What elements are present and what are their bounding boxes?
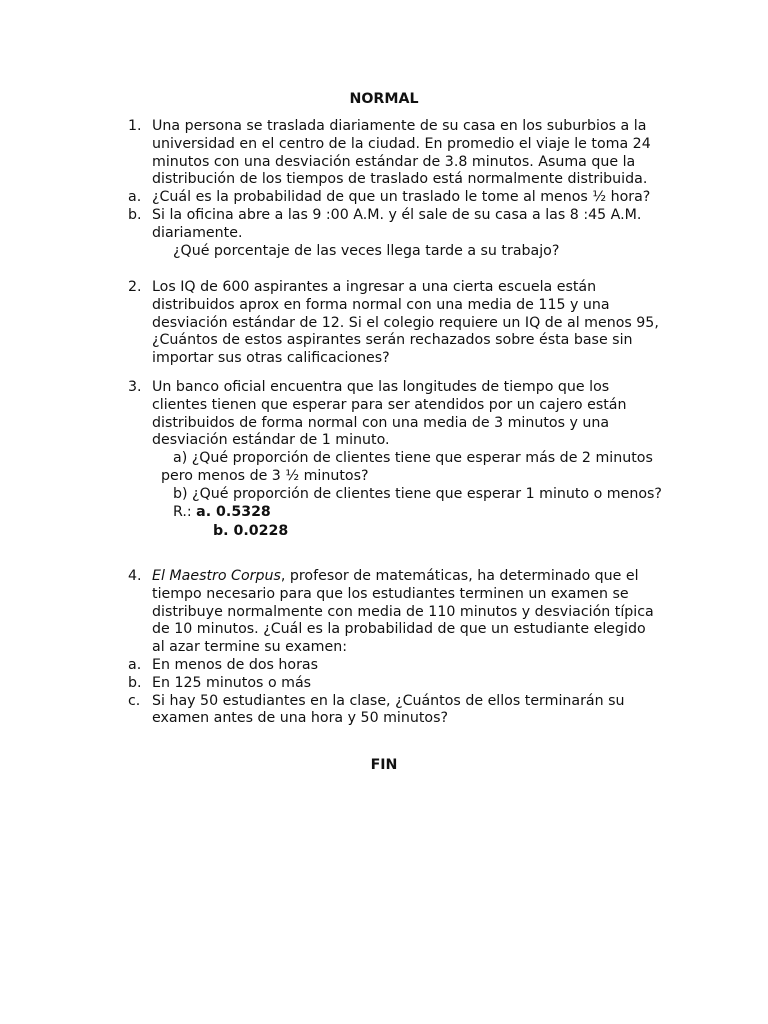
problem-1-part-a bbox=[0, 189, 768, 207]
problem-4-number: 4. bbox=[128, 568, 142, 584]
problem-4 bbox=[0, 568, 768, 728]
problem-4-part-a bbox=[0, 657, 768, 675]
problem-3-statement bbox=[0, 379, 768, 450]
problem-4-statement bbox=[0, 568, 768, 657]
problem-3-answer-b: b. 0.0228 bbox=[213, 523, 289, 540]
problem-3-part-a-line-2: pero menos de 3 ½ minutos? bbox=[161, 467, 369, 484]
problem-1-part-b-text: Si la oficina abre a las 9 :00 A.M. y él sale de su casa a las 8 :45 A.M. diariamente. bbox=[152, 206, 642, 241]
problem-3-answer-a bbox=[173, 504, 768, 522]
end-label: FIN bbox=[370, 757, 398, 773]
page-title: NORMAL bbox=[349, 91, 419, 107]
answer-a-value: a. 0.5328 bbox=[196, 503, 271, 520]
problem-1-part-b bbox=[0, 207, 768, 243]
problem-4-part-b-marker: b. bbox=[128, 674, 142, 691]
problem-4-part-c-text: Si hay 50 estudiantes en la clase, ¿Cuántos de ellos terminarán su examen antes de una hora y 50 minutos? bbox=[152, 692, 625, 727]
problem-3-part-a-line-1: a) ¿Qué proporción de clientes tiene que esperar más de 2 minutos bbox=[173, 450, 653, 467]
problem-4-part-c bbox=[0, 693, 768, 729]
problem-1-text: Una persona se traslada diariamente de su casa en los suburbios a la universidad en el centro de la ciudad. En promedio el viaje le toma 24 minutos con una desviación estándar de 3.8 minutos. Asuma que la distribución de los tiempos de traslado está normalmente distribuida. bbox=[152, 118, 651, 188]
problem-4-name: El Maestro Corpus bbox=[152, 568, 281, 584]
problem-4-part-b-text: En 125 minutos o más bbox=[152, 674, 312, 691]
problem-1-part-b-question: ¿Qué porcentaje de las veces llega tarde a su trabajo? bbox=[173, 242, 560, 259]
problem-4-body: , profesor de matemáticas, ha determinado que el tiempo necesario para que los estudiantes terminen un examen se distribuye normalmente con media de 110 minutos y desviación típica de 10 minutos. ¿Cuál es la probabilidad de que un estudiante elegido al azar termine su examen: bbox=[152, 568, 654, 656]
problem-4-part-b bbox=[0, 675, 768, 693]
problem-3 bbox=[0, 379, 768, 541]
problem-3-number: 3. bbox=[128, 379, 142, 395]
problem-4-part-a-marker: a. bbox=[128, 656, 142, 673]
problem-2-statement bbox=[0, 279, 768, 368]
problem-2-number: 2. bbox=[128, 279, 142, 295]
problem-1-part-a-marker: a. bbox=[128, 189, 142, 206]
problem-1-part-b-marker: b. bbox=[128, 206, 142, 223]
problem-2 bbox=[0, 279, 768, 368]
answer-label: R.: bbox=[173, 503, 197, 520]
problem-1-number: 1. bbox=[128, 118, 142, 134]
problem-4-part-c-marker: c. bbox=[128, 692, 141, 709]
problem-2-text: Los IQ de 600 aspirantes a ingresar a una cierta escuela están distribuidos aprox en forma normal con una media de 115 y una desviación estándar de 12. Si el colegio requiere un IQ de al menos 95, ¿Cuántos de estos aspirantes serán rechazados sobre ésta base sin importar sus otras calificaciones? bbox=[152, 279, 659, 367]
problem-3-part-b: b) ¿Qué proporción de clientes tiene que esperar 1 minuto o menos? bbox=[173, 485, 662, 502]
problem-1-part-a-text: ¿Cuál es la probabilidad de que un traslado le tome al menos ½ hora? bbox=[152, 189, 651, 206]
problem-1-statement bbox=[0, 118, 768, 189]
problem-4-text bbox=[152, 568, 662, 657]
problem-3-text: Un banco oficial encuentra que las longitudes de tiempo que los clientes tienen que esperar para ser atendidos por un cajero están distribuidos de forma normal con una media de 3 minutos y una desviación estándar de 1 minuto. bbox=[152, 379, 627, 449]
problem-1 bbox=[0, 118, 768, 260]
problem-4-part-a-text: En menos de dos horas bbox=[152, 656, 319, 673]
